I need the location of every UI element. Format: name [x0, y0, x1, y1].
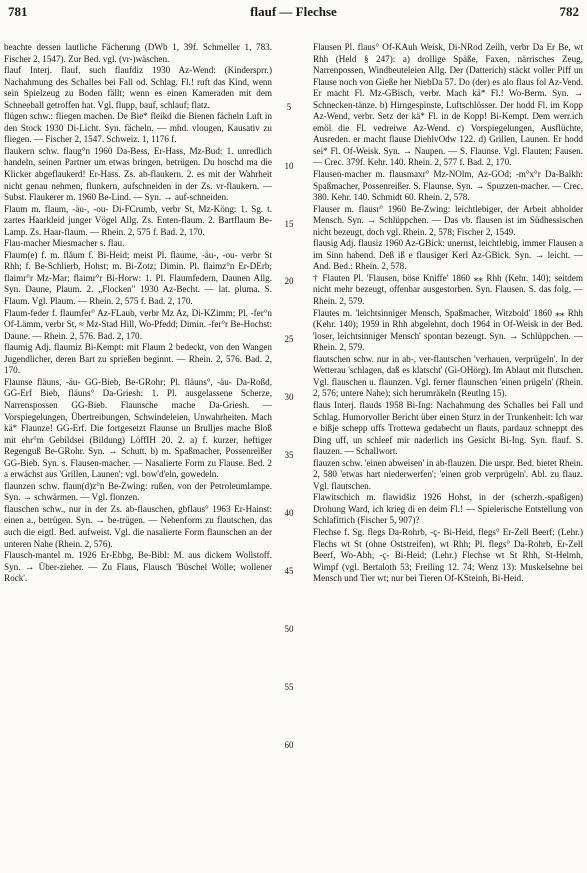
entry-flauschen: flauschen schw., nur in der Zs. ab-flauschen, gbflaus° 1963 Er-Hainst: einen a., betrügen. Syn. → be-trügen. — Nebenform zu flautschen, das auch die eigtl. Bed. aufweist. Vgl. die nasalierte Form flaunschen an der unteren Nahe (Rhein. 2, 576).: [4, 503, 272, 549]
entry-flauzen: flauzen schw. 'einen abweisen' in ab-flauzen. Die urspr. Bed. bietet Rhein. 2, 580 'etwas hart niederwerfen'; 'einen grob verprügeln'. Abl. zu flauz. Vgl. flautschen.: [313, 457, 584, 491]
entry-flaus: flaus Interj. flauds 1958 Bi-Ing: Nachahmung des Schalles bei Fall und Schlag. Humorvoller Bericht über einen Sturz in der Trunkenheit: Ich war e bißje schepp uffs Trottewa gedabecht un flauts, pardauz schneppt des Ding uff, un schleef mir naderlich ins Gesicht Bi-Ing. Syn. flauf. S. flauzen. — Schallwort.: [313, 399, 583, 457]
right-column: [313, 42, 583, 585]
entry-flaum-m: Flaum m. flaum, -äu-, -ou- Di-FCrumb, verbr St, Mz-Köng: 1. Sg. t. zartes Haarkleid junger Vögel Allg. Zs. Enten-flaum. 2. Bartflaum Be-Lamp. Zs. Haar-flaum. — Rhein. 2, 575 f. Bad. 2, 170.: [4, 203, 272, 237]
line-number: 55: [284, 682, 294, 692]
entry-flaukern: flaukern schw. flaug°n 1960 Da-Bess, Er-Hass, Mz-Bud: 1. unredlich handeln, seinen Partner um etwas bringen, betrügen. Du hoschd ma die Klicker abgeflaukerd! Er-Hass. Zs. ab-flaukern. 2. es mit der Wahrheit nicht genau nehmen, flunkern, aufschneiden in der Zs. vr-flaukern. — Subst. Flaukerer m. 1960 Be-Lind. — Syn. → auf-schneiden.: [4, 145, 272, 203]
line-number-gutter: [277, 42, 307, 862]
page-header: [0, 2, 587, 22]
line-number: 60: [284, 740, 294, 750]
entry-flauser: Flauser m. flausr° 1960 Be-Zwing: leichtlebiger, der Arbeit abholder Mensch. Syn. → Schlüppchen. — Das vb. flausen ist im Südhessischen nicht bezeugt, doch vgl. Rhein. 2, 578; Fischer 2, 1549.: [313, 203, 583, 237]
entry-flauf: flauf Interj. flauf, such flaufdiz 1930 Az-Wend: (Kindersprr.) Nachahmung des Schalles bei Fall od. Schlag. Fl.! ruft das Kind, wenn sein Spielzeug zu Boden fällt; wenn es einen Kameraden mit dem Schneeball getroffen hat. Vgl. flupp, bauf, schlauf; flatz.: [4, 65, 272, 110]
entry-flau-macher: Flau-macher Miesmacher s. flau.: [4, 238, 125, 249]
line-number: 30: [284, 392, 294, 402]
entry-flaumig: flaumig Adj. flaumiz Bi-Kempt: mit Flaum 2 bedeckt, von den Wangen Jugendlicher, deren Bart zu sprießen beginnt. — Rhein. 2, 576. Bad. 2, 170.: [4, 342, 272, 376]
line-number: 10: [284, 161, 294, 171]
entry-flausen-macher: Flausen-macher m. flausmaxr° Mz-NOlm, Az-GOd; -m°x°r Da-Balkh: Spaßmacher, Possenreißer. S. Flaunse. Syn. → Spuzzen-macher. — Crec. 380. Kehr. 140. Schmidt 60. Rhein. 2, 578.: [313, 169, 583, 203]
line-number: 45: [284, 566, 294, 576]
entry-flaunse: Flaunse fläuns, -äu- GG-Bieb, Be-GRohr; Pl. fläuns°, -äu- Da-Roßd, GG-Erf Bieb, fläuns° Da-Griesh: 1. Pl. ausgelassene Scherze, Narrenspossen GG-Bieb. Flaunsche mache Da-Griesh. — Vorspiegelungen, Übertreibungen, Schwindeleien, Unwahrheiten. Mach kä* Flaunze! GG-Erf. Die fortgesetzt Flaunse un Brulljes mache Bloß mit ehr°m Gebildsei (Bildung) LöffIH 20. 2. a) f. kurzer, heftiger Regenguß Be-GRohr. Syn. → Schutt. b) m. Spaßmacher, Possenreißer GG-Bieb. Syn. s. Flausen-macher. — Nasalierte Form zu Flause. Bed. 2 a erwächst aus 'Grillen, Launen'; vgl. bow'd'eln, gowedeln.: [4, 376, 272, 480]
entry-flaeugen: flügen schw.: fliegen machen. De Bie* fleikd die Bienen fächeln Luft in den Stock 1930 Di-Licht. Syn. fächeln. — mhd. vlougen, Kausativ zu fliegen. — Fischer 2, 1547. Schweiz. 1, 1176 f.: [4, 111, 272, 145]
line-number: 40: [284, 508, 294, 518]
line-number: 50: [284, 624, 294, 634]
line-number: 25: [284, 334, 294, 344]
entry-flautes: Flautes m. 'leichtsinniger Mensch, Spaßmacher, Witzbold' 1860 ⁎⁎ Rhh (Kehr. 140); 1959 in Rhh abgelehnt, doch 1964 in Of-Weisk in der Bed. 'loser, leichtsinniger Mensch' spontan bezeugt. Syn. → Schlüppchen. — Rhein. 2, 579.: [313, 307, 583, 353]
running-head: flauf — Flechse: [250, 4, 337, 19]
entry-beachte: beachte dessen lautliche Fächerung (DWb 1, 39f. Schmeller 1, 783. Fischer 2, 1547). Zur Bed. vgl. (vr-)wäschen.: [4, 42, 272, 64]
line-number: 20: [284, 276, 294, 286]
entry-flechse: Flechse f. Sg. flegs Da-Rohrb, -ç- Bi-Heid, flegs° Er-Zell Beerf; (Lehr.) Flechs wt St (ohne Oststreifen), wt Rhh; Pl. flegs° Da-Rohrb, Er-Zell Beerf, Wo-Abh, -ç- Bi-Heid; (Lehr.) Flechse wt St Rhh, St-Helmh, Wimpf (vgl. Bertaloth 53; Freiling 12. 74; Wenz 13): Muskelsehne bei Mensch und Tier wt; nur bei Tieren Of-KSteinh, Bi-Heid.: [313, 526, 583, 584]
entry-flautschen: flautschen schw. nur in ab-, ver-flautschen 'verhauen, verprügeln'. In der Wetterau 'schlagen, daß es klatscht' (Gi-OHörg). Im Ablaut mit flutschen. Vgl. flauschen u. flaunzen. Vgl. ferner flaunschen 'einen prügeln' (Rhein. 2, 576; untere Nahe); sich herumräkeln (Reutlng 15).: [313, 353, 583, 399]
entry-flauten: † Flauten Pl. 'Flausen, böse Kniffe' 1860 ⁎⁎ Rhh (Kehr. 140); seitdem nicht mehr bezeugt, offenbar ausgestorben. Syn. Flausen. S. das folg. — Rhein. 2, 579.: [313, 272, 583, 307]
left-column: [4, 42, 272, 585]
page-number-right: 782: [559, 4, 579, 19]
line-number: 35: [284, 450, 294, 460]
page-number-left: 781: [8, 4, 28, 19]
entry-flaunzen: flaunzen schw. flaun(d)z°n Be-Zwing: rußen, von der Petroleumlampe. Syn. → schwärmen. — Vgl. flonzen.: [4, 480, 272, 503]
entry-flaum-feder: Flaum-feder f. flaumfer° Az-FLaub, verbr Mz Az, Di-KZimm; Pl. -fer°n Of-Lämm, verbr St, ≈ Mz-Stad Hill, Wo-Pfedd; Dimin. -fer°r Be-Hochst: Daune. — Rhein. 2, 576. Bad. 2, 170.: [4, 307, 272, 341]
entry-flaum-e: Flaum(e) f. m. flâum f. Bi-Heid; meist Pl. flaume, -äu-, -ou- verbr St Rhh; f. Be-Schlierb, Hohst; m. Bi-Zotz; Dimin. Pl. flaimz°n Er-DErb; flaimr°r Mz-Mar; flaimr°r Bi-Horw: 1. Pl. Flaumfedern, Daunen Allg. Syn. Daune, Plaum. 2. „Flocken" 1930 Az-Becht. — lat. pluma. S. Flaum. Vgl. Plaum. — Rhein. 2, 575 f. Bad. 2, 170.: [4, 249, 272, 307]
line-number: 5: [286, 102, 292, 112]
entry-flausig: flausig Adj. flausiz 1960 Az-GBick: unernst, leichtlebig, immer Flausen a im Sinn habend. Deß iß e flausiger Kerl Az-GBick. Syn. → leicht. — And. Bed.: Rhein. 2, 578.: [313, 238, 583, 272]
entry-flawitschich: Flawitschich m. flawidšiz 1926 Hohst, in der (scherzh.-spaßigen) Drohung Ward, ich krieg di en deim Fl.! — Spielerische Entstellung von Schlafittich (Fischer 5, 907)?: [313, 492, 583, 526]
line-number: 15: [284, 219, 294, 229]
entry-flausen: Flausen Pl. flaus° Of-KAuh Weisk, Di-NRod Zeilh, verbr Da Er Be, wt Rhh (Held § 247): a) drollige Späße, Faxen, närrisches Zeug, Narrenpossen, Windbeuteleien Allg. Der (Datterich) stäckt voller Piff un Flause noch von Gieße her NiebDa 57. Do (der) es alo flaus fol Az-Vend. Er macht Fl. Mz-GBisch, verbr. Mach kä* Fl.! Wo-Berm. Syn. → Schnecken-tänze. b) Hirngespinste, Luftschlösser. Der hodd Fl. im Kopp Az-Wend, verbr. Setz der kä* Fl. in de Kopp! Bi-Kempt. Dem werr.ich emöl die Fl. vedreiwe Az-Wend. c) Vorspiegelungen, Ausflüchte, Ausreden. er macht flause DiehlvOdw 122. d) Grillen, Launen. Er hodd sei* Fl. Of-Weisk. Syn. → Naupen. — S. Flaunse. Vgl. Flauten; Fausen. — Crec. 379f. Kehr. 140. Rhein. 2, 577 f. Bad. 2, 170.: [313, 42, 583, 168]
entry-flausch-mantel: Flausch-mantel m. 1926 Er-Ebbg, Be-Bibl: M. aus dickem Wollstoff. Syn. → Über-zieher. — Zu Flaus, Flausch 'Büschel Wolle; wollener Rock'.: [4, 550, 272, 584]
